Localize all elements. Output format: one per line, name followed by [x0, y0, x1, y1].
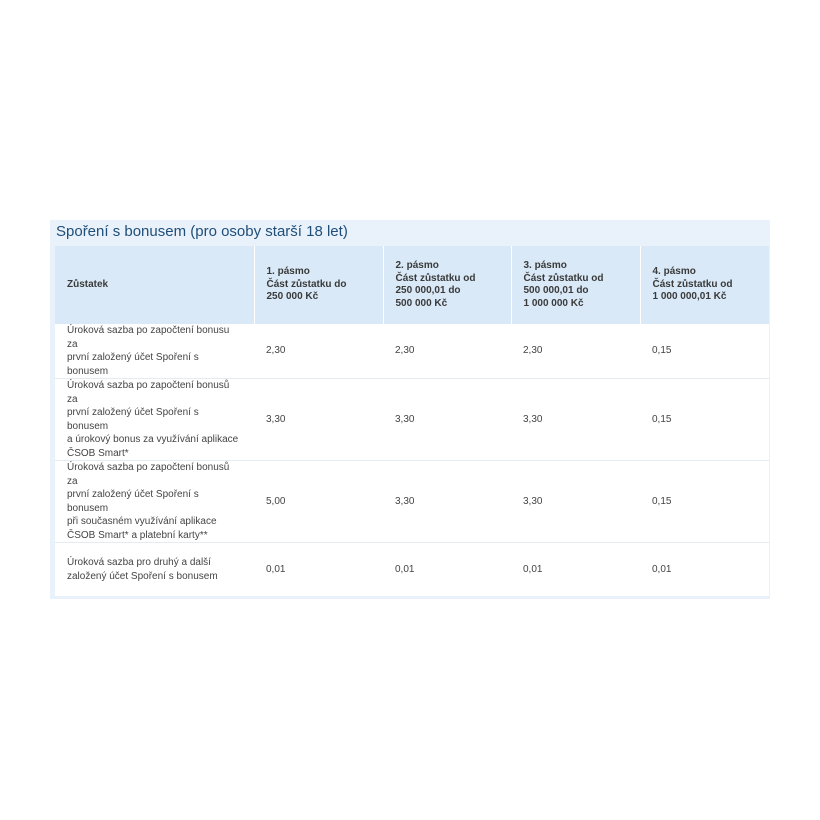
- header-line: Část zůstatku do: [266, 278, 347, 290]
- header-line: 2. pásmo: [395, 260, 439, 271]
- rate-cell: 3,30: [511, 461, 640, 543]
- label-line: Úroková sazba po započtení bonusu za: [67, 325, 230, 350]
- header-tier-2: [383, 246, 511, 324]
- row-label: [55, 379, 254, 461]
- label-line: Úroková sazba po započtení bonusů za: [67, 380, 230, 405]
- rate-cell: 2,30: [383, 324, 511, 379]
- header-line: Zůstatek: [67, 278, 109, 290]
- header-line: 250 000,01 do: [395, 285, 461, 296]
- table-row: [55, 324, 769, 379]
- header-line: 1 000 000,01 Kč: [652, 291, 727, 303]
- header-line: 250 000 Kč: [266, 291, 319, 303]
- rates-table: [55, 246, 769, 596]
- label-line: Úroková sazba pro druhý a další: [67, 557, 211, 568]
- label-line: při současném využívání aplikace: [67, 516, 217, 527]
- rate-cell: 0,01: [511, 543, 640, 597]
- label-line: první založený účet Spoření s bonusem: [67, 352, 199, 377]
- rate-cell: 0,01: [254, 543, 383, 597]
- table-header-row: [55, 246, 769, 324]
- rate-cell: 2,30: [254, 324, 383, 379]
- rates-panel: [50, 220, 770, 599]
- header-line: 1. pásmo: [266, 266, 310, 278]
- header-tier-4: [640, 246, 769, 324]
- rate-cell: 3,30: [383, 461, 511, 543]
- rate-cell: 3,30: [254, 379, 383, 461]
- label-line: první založený účet Spoření s bonusem: [67, 407, 199, 432]
- header-balance: [55, 246, 254, 324]
- rate-cell: 2,30: [511, 324, 640, 379]
- header-line: 500 000,01 do: [523, 285, 589, 296]
- header-line: Část zůstatku od: [395, 272, 476, 284]
- header-line: 3. pásmo: [523, 260, 567, 271]
- row-label: [55, 543, 254, 597]
- label-line: Úroková sazba po započtení bonusů za: [67, 462, 230, 487]
- table-row: [55, 461, 769, 543]
- rate-cell: 0,01: [640, 543, 769, 597]
- label-line: a úrokový bonus za využívání aplikace: [67, 434, 239, 445]
- table-row: [55, 379, 769, 461]
- table-row: [55, 543, 769, 597]
- rate-cell: 5,00: [254, 461, 383, 543]
- header-line: 4. pásmo: [652, 266, 696, 278]
- header-tier-3: [511, 246, 640, 324]
- rate-cell: 0,15: [640, 379, 769, 461]
- row-label: [55, 324, 254, 379]
- row-label: [55, 461, 254, 543]
- panel-title: Spoření s bonusem (pro osoby starší 18 let): [56, 223, 348, 240]
- header-line: 1 000 000 Kč: [523, 297, 584, 309]
- header-line: 500 000 Kč: [395, 297, 448, 309]
- rate-cell: 0,15: [640, 324, 769, 379]
- label-line: ČSOB Smart* a platební karty**: [67, 529, 208, 541]
- header-tier-1: [254, 246, 383, 324]
- header-line: Část zůstatku od: [652, 278, 733, 290]
- label-line: založený účet Spoření s bonusem: [67, 570, 218, 582]
- label-line: první založený účet Spoření s bonusem: [67, 489, 199, 514]
- header-line: Část zůstatku od: [523, 272, 604, 284]
- rate-cell: 0,01: [383, 543, 511, 597]
- rate-cell: 3,30: [511, 379, 640, 461]
- rate-cell: 0,15: [640, 461, 769, 543]
- label-line: ČSOB Smart*: [67, 447, 129, 459]
- rate-cell: 3,30: [383, 379, 511, 461]
